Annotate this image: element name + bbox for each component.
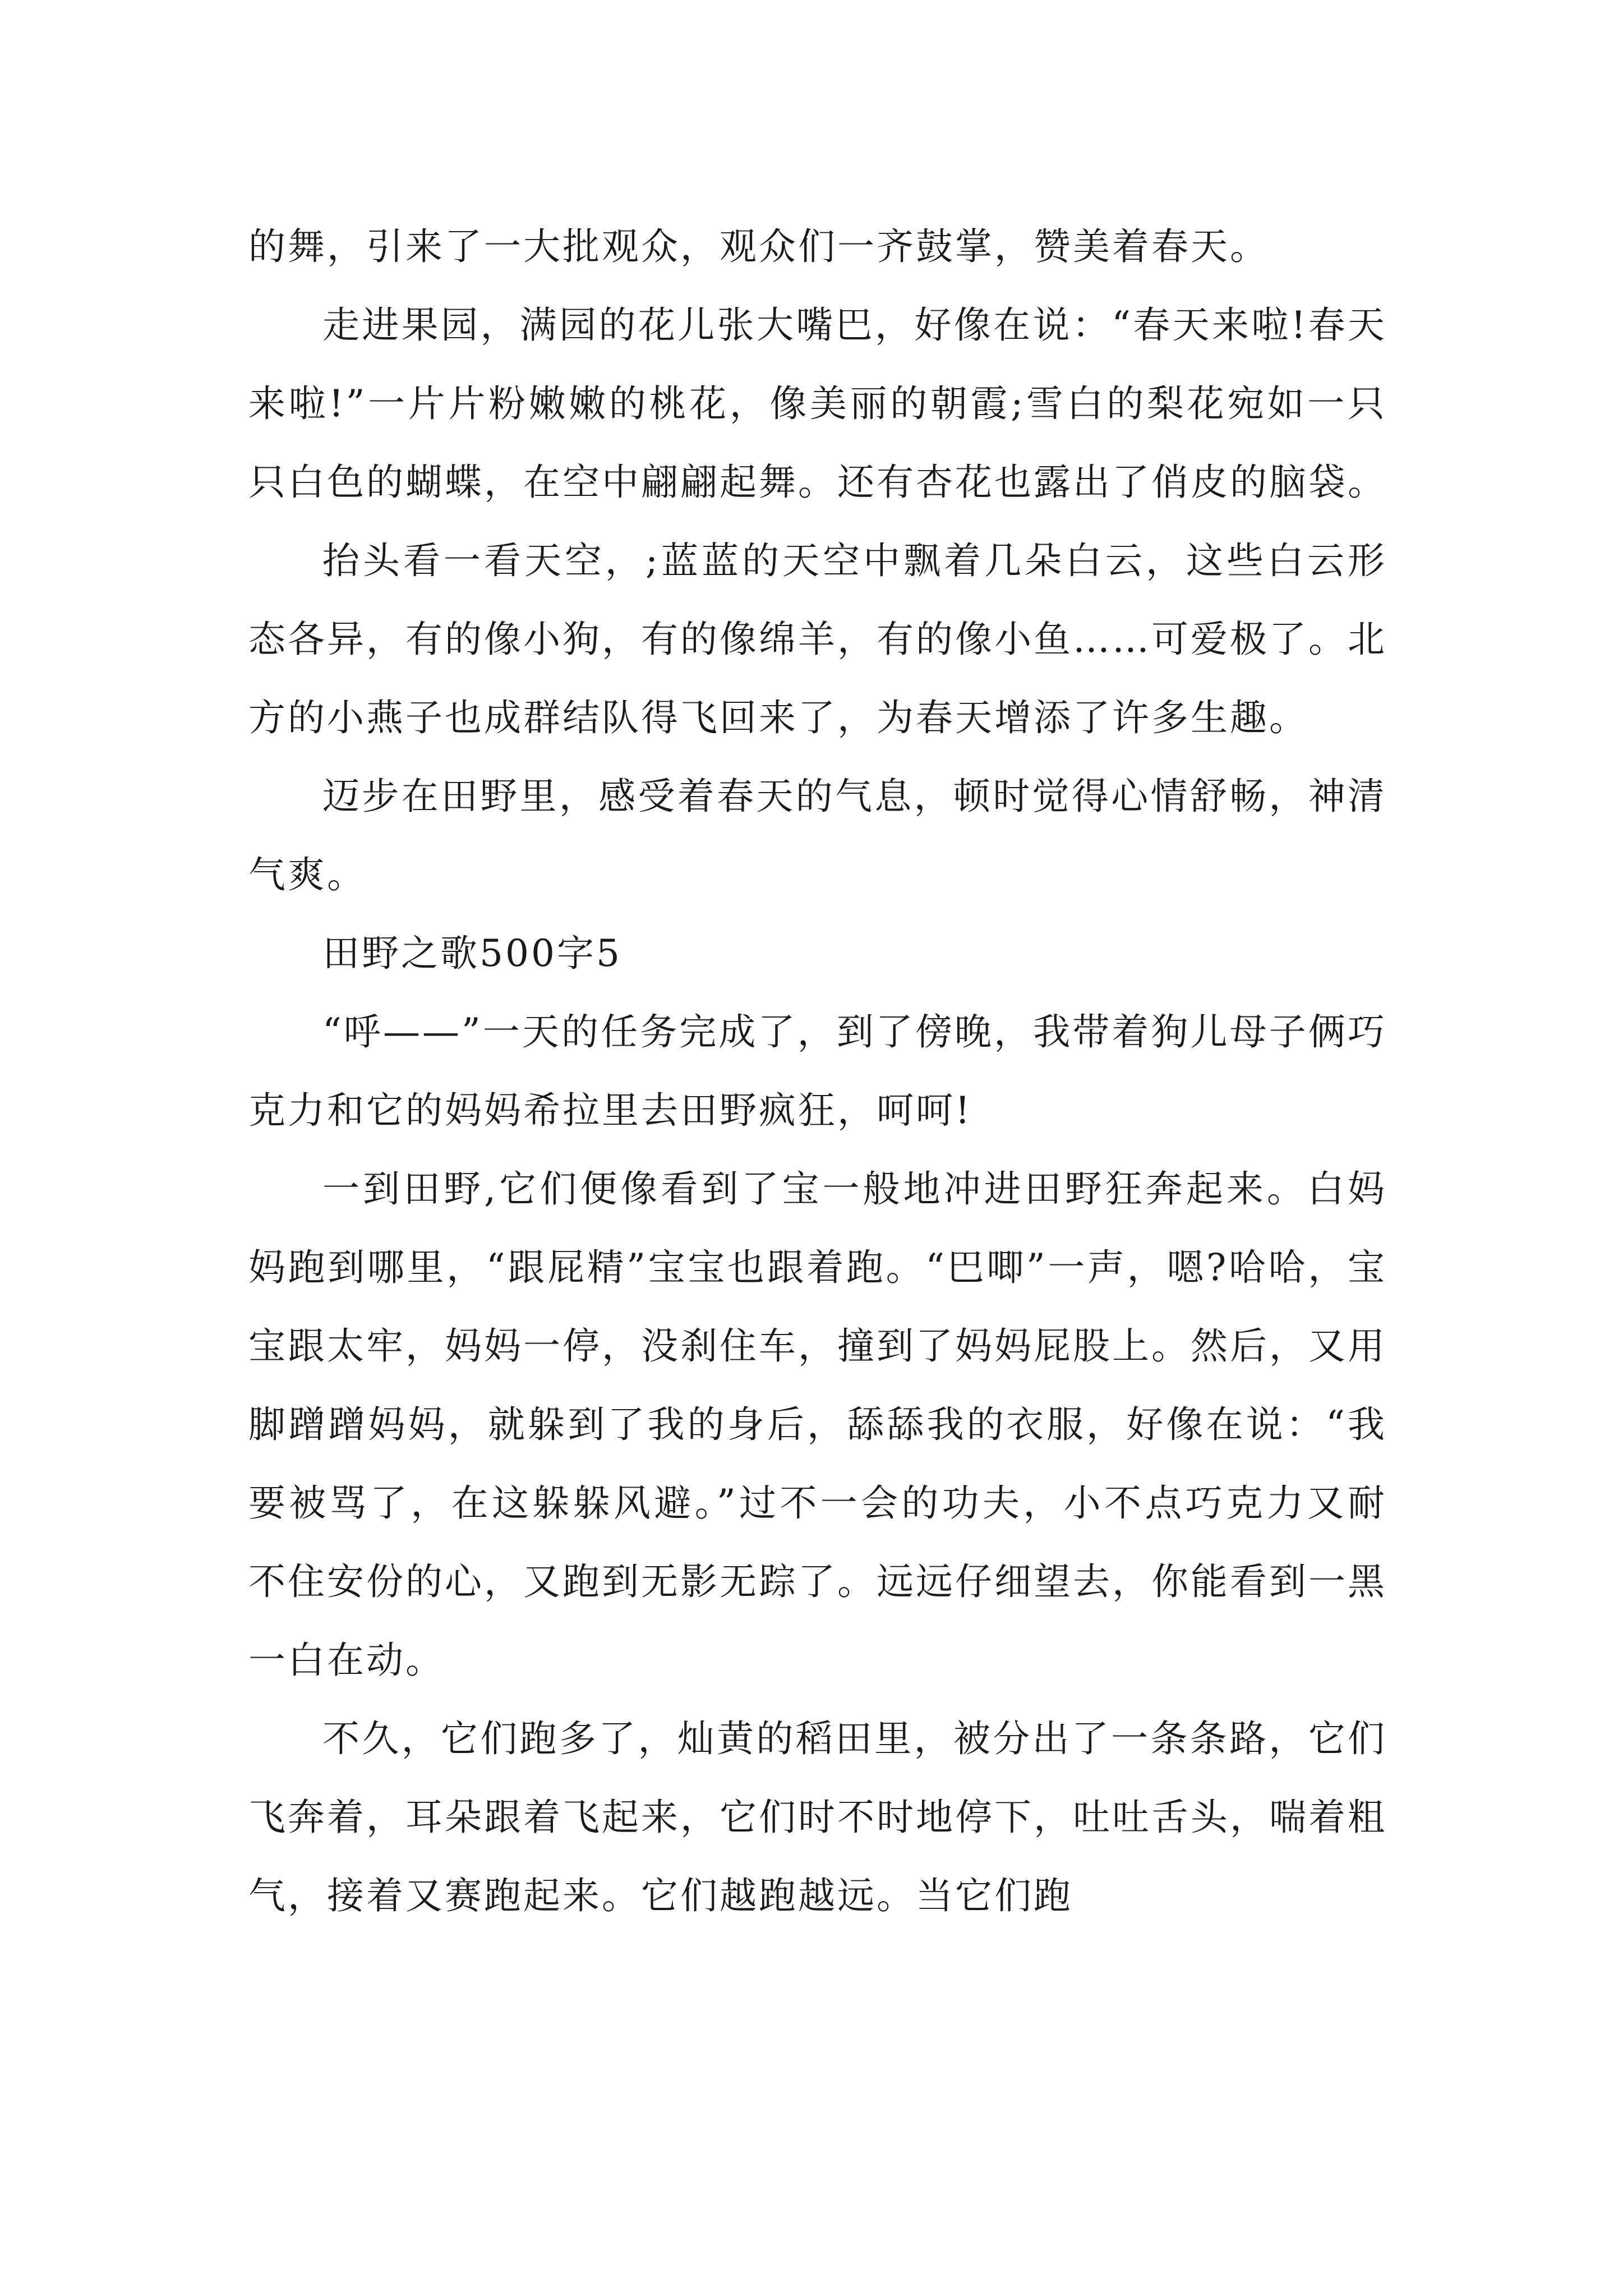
paragraph-sky: 抬头看一看天空，;蓝蓝的天空中飘着几朵白云，这些白云形态各异，有的像小狗，有的像绵羊，有的像小鱼……可爱极了。北方的小燕子也成群结队得飞回来了，为春天增添了许多生趣。 <box>248 539 1387 739</box>
paragraph-evening: “呼——”一天的任务完成了，到了傍晚，我带着狗儿母子俩巧克力和它的妈妈希拉里去田野疯狂，呵呵! <box>248 1010 1387 1132</box>
paragraph-orchard: 走进果园，满园的花儿张大嘴巴，好像在说：“春天来啦!春天来啦!”一片片粉嫩嫩的桃花，像美丽的朝霞;雪白的梨花宛如一只只白色的蝴蝶，在空中翩翩起舞。还有杏花也露出了俏皮的脑袋。 <box>248 303 1387 504</box>
document-body <box>248 208 1387 1935</box>
paragraph-continuation: 的舞，引来了一大批观众，观众们一齐鼓掌，赞美着春天。 <box>248 225 1269 268</box>
paragraph-running: 一到田野,它们便像看到了宝一般地冲进田野狂奔起来。白妈妈跑到哪里，“跟屁精”宝宝也跟着跑。“巴唧”一声，嗯?哈哈，宝宝跟太牢，妈妈一停，没刹住车，撞到了妈妈屁股上。然后，又用脚蹭蹭妈妈，就躲到了我的身后，舔舔我的衣服，好像在说：“我要被骂了，在这躲躲风避。”过不一会的功夫，小不点巧克力又耐不住安份的心，又跑到无影无踪了。远远仔细望去，你能看到一黑一白在动。 <box>248 1167 1387 1682</box>
section-heading: 田野之歌500字5 <box>322 932 622 975</box>
paragraph-rice-field: 不久，它们跑多了，灿黄的稻田里，被分出了一条条路，它们飞奔着，耳朵跟着飞起来，它们时不时地停下，吐吐舌头，喘着粗气，接着又赛跑起来。它们越跑越远。当它们跑 <box>248 1717 1387 1917</box>
paragraph-fields: 迈步在田野里，感受着春天的气息，顿时觉得心情舒畅，神清气爽。 <box>248 775 1387 896</box>
